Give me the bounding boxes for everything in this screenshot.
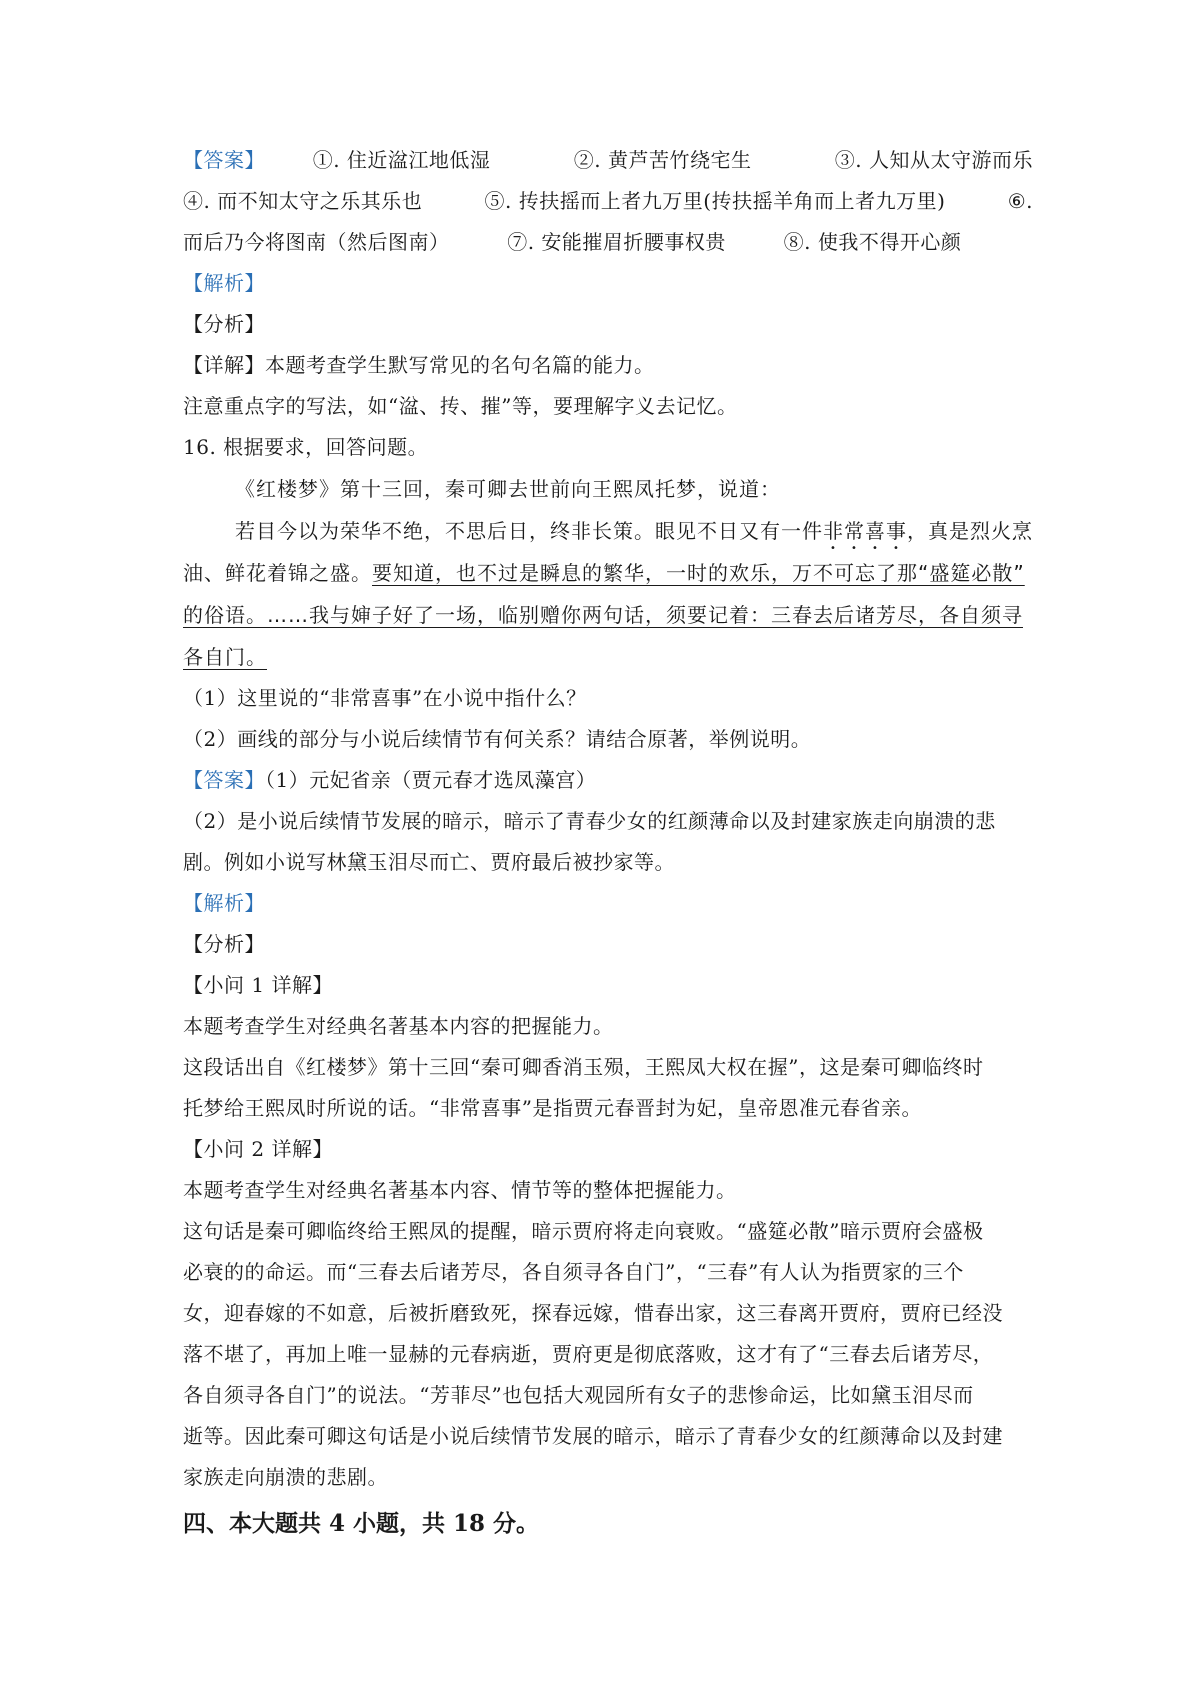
answer-item-7: ⑦. 安能摧眉折腰事权贵 [507, 230, 726, 254]
q16-quote-line [183, 594, 1033, 636]
q16-answer-1: 【答案】（1）元妃省亲（贾元春才选凤藻宫） [183, 768, 597, 792]
q16-sub2-detail-line: 逝等。因此秦可卿这句话是小说后续情节发展的暗示，暗示了青春少女的红颜薄命以及封建 [183, 1424, 1003, 1448]
q16-sub2-detail-line: 落不堪了，再加上唯一显赫的元春病逝，贾府更是彻底落败，这才有了“三春去后诸芳尽， [183, 1342, 994, 1366]
q16-intro: 《红楼梦》第十三回，秦可卿去世前向王熙凤托梦，说道： [235, 477, 781, 501]
answer-item-4: ④. 而不知太守之乐其乐也 [183, 189, 423, 213]
answer-item-3: ③. 人知从太守游而乐 [834, 148, 1033, 172]
underlined-text: 各自门。 [183, 645, 267, 669]
answer-item-8: ⑧. 使我不得开心颜 [783, 230, 962, 254]
q15-detail-line: 【详解】本题考查学生默写常见的名句名篇的能力。 [183, 353, 655, 377]
q16-sub2-detail-line: 这句话是秦可卿临终给王熙凤的提醒，暗示贾府将走向衰败。“盛筵必散”暗示贾府会盛极 [183, 1219, 984, 1243]
answer-item-6-cont: 而后乃今将图南（然后图南） [183, 230, 450, 254]
answer-item-1: ①. 住近湓江地低湿 [312, 148, 491, 172]
q15-fenxi-tag: 【分析】 [183, 312, 265, 336]
answer-item-2: ②. 黄芦苦竹绕宅生 [573, 148, 752, 172]
underlined-text: 的俗语。……我与婶子好了一场，临别赠你两句话，须要记着：三春去后诸芳尽，各自须寻 [183, 603, 1023, 627]
answer-tag: 【答案】 [183, 148, 265, 172]
q16-sub-question-2: （2）画线的部分与小说后续情节有何关系？请结合原著，举例说明。 [183, 727, 812, 751]
q16-answer-2: （2）是小说后续情节发展的暗示，暗示了青春少女的红颜薄命以及封建家族走向崩溃的悲 [183, 809, 996, 833]
q16-quote-line: 油、鲜花着锦之盛。要知道，也不过是瞬息的繁华，一时的欢乐，万不可忘了那“盛筵必散” [183, 561, 1025, 585]
q16-quote-line [183, 636, 1033, 678]
q16-analysis-tag: 【解析】 [183, 891, 265, 915]
q16-sub1-detail-line: 托梦给王熙凤时所说的话。“非常喜事”是指贾元春晋封为妃，皇帝恩准元春省亲。 [183, 1096, 922, 1120]
q16-sub2-detail-line: 本题考查学生对经典名著基本内容、情节等的整体把握能力。 [183, 1178, 737, 1202]
emphasis-dots: 非常喜事 [823, 519, 907, 543]
answer-tag: 【答案】 [183, 768, 265, 792]
q15-analysis-tag: 【解析】 [183, 271, 265, 295]
q16-answer-2: 剧。例如小说写林黛玉泪尽而亡、贾府最后被抄家等。 [183, 850, 675, 874]
q15-detail-line: 注意重点字的写法，如“湓、抟、摧”等，要理解字义去记忆。 [183, 394, 738, 418]
underlined-text: 要知道，也不过是瞬息的繁华，一时的欢乐，万不可忘了那“盛筵必散” [372, 561, 1025, 585]
q16-sub2-detail-line: 必衰的的命运。而“三春去后诸芳尽，各自须寻各自门”，“三春”有人认为指贾家的三个 [183, 1260, 964, 1284]
q16-fenxi-tag: 【分析】 [183, 932, 265, 956]
q16-quote-block [183, 468, 1033, 678]
answer-item-6: ⑥. [1007, 189, 1033, 213]
q16-sub1-detail-line: 这段话出自《红楼梦》第十三回“秦可卿香消玉殒，王熙凤大权在握”，这是秦可卿临终时 [183, 1055, 984, 1079]
q15-answer-row1 [183, 140, 1033, 181]
q16-sub-question-1: （1）这里说的“非常喜事”在小说中指什么？ [183, 686, 587, 710]
q16-quote-line: 若目今以为荣华不绝，不思后日，终非长策。眼见不日又有一件非常喜事，真是烈火烹 [235, 519, 1033, 543]
q15-answer-row3 [183, 222, 1033, 263]
q16-sub2-detail-line: 家族走向崩溃的悲剧。 [183, 1465, 388, 1489]
q16-question: 16. 根据要求，回答问题。 [183, 435, 429, 459]
section-heading: 四、本大题共 4 小题，共 18 分。 [183, 1510, 540, 1537]
document-page [183, 140, 1033, 1548]
q16-sub1-detail-tag: 【小问 1 详解】 [183, 973, 333, 997]
q16-sub2-detail-line: 各自须寻各自门”的说法。“芳菲尽”也包括大观园所有女子的悲惨命运，比如黛玉泪尽而 [183, 1383, 974, 1407]
q16-sub1-detail-line: 本题考查学生对经典名著基本内容的把握能力。 [183, 1014, 614, 1038]
answer-item-5: ⑤. 抟扶摇而上者九万里(抟扶摇羊角而上者九万里) [484, 189, 946, 213]
q16-sub2-detail-tag: 【小问 2 详解】 [183, 1137, 333, 1161]
q16-sub2-detail-line: 女，迎春嫁的不如意，后被折磨致死，探春远嫁，惜春出家，这三春离开贾府，贾府已经没 [183, 1301, 1003, 1325]
q15-answer-row2 [183, 181, 1033, 222]
